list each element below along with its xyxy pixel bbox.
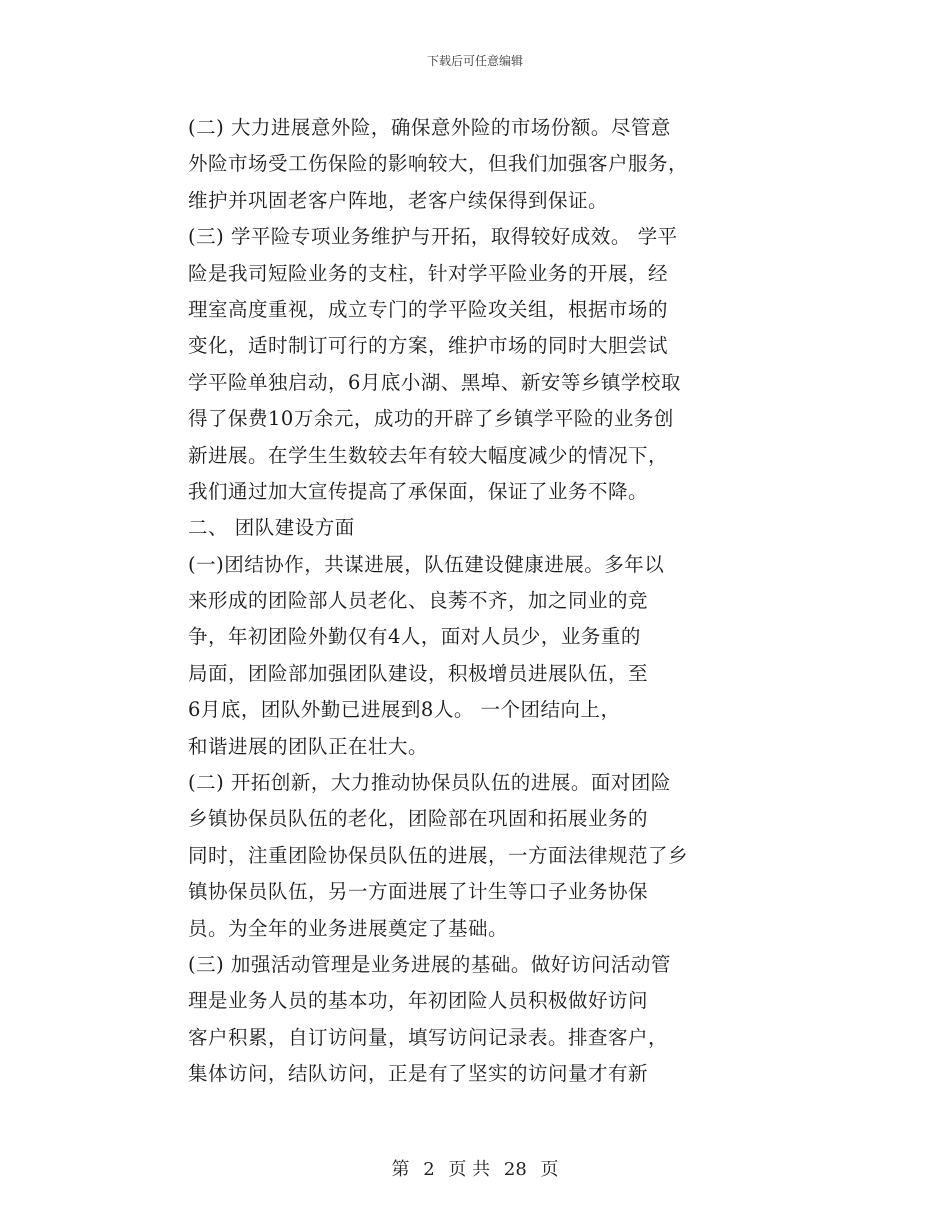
- body-line: 学平险单独启动，6月底小湖、黑埠、新安等乡镇学校取: [188, 370, 681, 394]
- body-line: 员。为全年的业务进展奠定了基础。: [188, 916, 509, 940]
- body-line: 乡镇协保员队伍的老化，团险部在巩固和拓展业务的: [188, 807, 649, 831]
- page-number: 2: [423, 1159, 435, 1180]
- body-line: 理是业务人员的基本功，年初团险人员积极做好访问: [188, 989, 649, 1013]
- page-header: 下载后可任意编辑: [426, 54, 523, 68]
- body-line: 理室高度重视，成立专门的学平险攻关组，根据市场的: [188, 297, 669, 321]
- body-line: 局面，团险部加强团队建设，积极增员进展队伍，至: [188, 661, 649, 685]
- footer-prefix: 第: [391, 1159, 410, 1180]
- footer-suffix: 页: [540, 1159, 559, 1180]
- body-line: 险是我司短险业务的支柱，针对学平险业务的开展，经: [188, 261, 669, 285]
- body-line: (三) 学平险专项业务维护与开拓，取得较好成效。 学平: [188, 225, 678, 249]
- section-heading: 二、 团队建设方面: [188, 516, 355, 540]
- body-line: 争，年初团险外勤仅有4人，面对人员少，业务重的: [188, 625, 641, 649]
- body-line: 客户积累，自订访问量，填写访问记录表。排查客户，: [188, 1025, 669, 1049]
- footer-middle: 页 共: [448, 1159, 491, 1180]
- body-line: (二) 开拓创新，大力推动协保员队伍的进展。面对团险: [188, 771, 671, 795]
- body-line: 来形成的团险部人员老化、良莠不齐，加之同业的竞: [188, 589, 649, 613]
- body-line: 6月底，团队外勤已进展到8人。 一个团结向上，: [188, 698, 621, 722]
- document-body: [188, 110, 748, 1093]
- body-line: 变化，适时制订可行的方案，维护市场的同时大胆尝试: [188, 334, 669, 358]
- body-line: (二) 大力进展意外险，确保意外险的市场份额。尽管意: [188, 116, 671, 139]
- body-line: 新进展。在学生生数较去年有较大幅度减少的情况下，: [188, 443, 669, 467]
- body-line: 外险市场受工伤保险的影响较大，但我们加强客户服务，: [188, 152, 689, 176]
- page-footer: [0, 1155, 950, 1181]
- body-line: 我们通过加大宣传提高了承保面，保证了业务不降。: [188, 479, 649, 503]
- body-line: 集体访问，结队访问，正是有了坚实的访问量才有新: [188, 1062, 649, 1086]
- body-line: 镇协保员队伍，另一方面进展了计生等口子业务协保: [188, 880, 649, 904]
- body-line: (三) 加强活动管理是业务进展的基础。做好访问活动管: [188, 952, 671, 976]
- total-pages: 28: [503, 1159, 527, 1180]
- body-line: 同时，注重团险协保员队伍的进展，一方面法律规范了乡: [188, 843, 689, 867]
- body-line: 维护并巩固老客户阵地，老客户续保得到保证。: [188, 188, 609, 212]
- body-line: 和谐进展的团队正在壮大。: [188, 734, 429, 758]
- body-line: (一)团结协作，共谋进展，队伍建设健康进展。多年以: [188, 552, 665, 576]
- body-line: 得了保费10万余元，成功的开辟了乡镇学平险的业务创: [188, 407, 674, 431]
